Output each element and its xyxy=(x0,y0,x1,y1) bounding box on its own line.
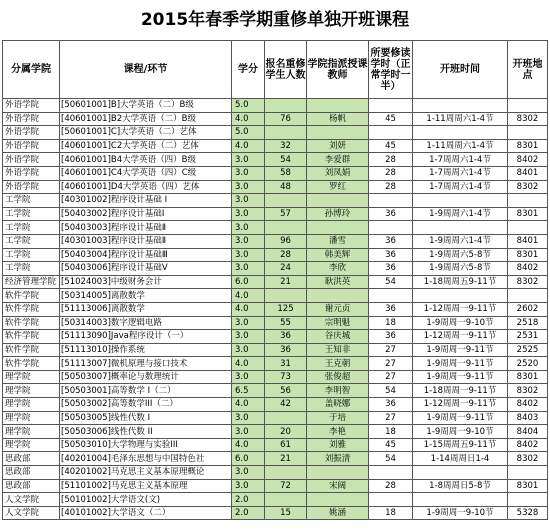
time-cell: 1-18周周五9-11节 xyxy=(413,275,508,289)
students-cell: 125 xyxy=(265,302,307,316)
hours-cell: 36 xyxy=(369,330,413,344)
teacher-cell: 谷庆城 xyxy=(307,330,369,344)
credit-cell: 3.0 xyxy=(232,180,265,194)
students-cell: 42 xyxy=(265,398,307,412)
students-cell: 24 xyxy=(265,262,307,276)
course-cell: [50601001]C]大学英语（二）艺体 xyxy=(60,126,232,140)
hours-cell: 18 xyxy=(369,506,413,520)
hours-cell xyxy=(369,194,413,208)
time-cell: 1-11周周六1-4节 xyxy=(413,139,508,153)
place-cell: 8402 xyxy=(508,153,548,167)
place-cell: 8302 xyxy=(508,384,548,398)
page-title: 2015年春季学期重修单独开班课程 xyxy=(140,10,410,30)
table-row xyxy=(3,275,548,289)
course-cell: [40101002]大学语文（二） xyxy=(60,506,232,520)
course-cell: [51113010]操作系统 xyxy=(60,343,232,357)
credit-cell: 4.0 xyxy=(232,289,265,303)
time-cell: 1-11周周六1-4节 xyxy=(413,112,508,126)
students-cell: 72 xyxy=(265,479,307,493)
college-cell: 理学院 xyxy=(3,411,60,425)
place-cell: 8301 xyxy=(508,207,548,221)
time-cell: 1-14周周日1-4 xyxy=(413,452,508,466)
teacher-cell: 耿洪英 xyxy=(307,275,369,289)
course-cell: [50503001]高等数学 I（二） xyxy=(60,384,232,398)
credit-cell: 5.0 xyxy=(232,99,265,113)
table-row xyxy=(3,425,548,439)
table-row xyxy=(3,506,548,520)
time-cell: 1-9周周一9-11节 xyxy=(413,357,508,371)
hours-cell: 36 xyxy=(369,234,413,248)
table-row xyxy=(3,493,548,507)
credit-cell: 6.0 xyxy=(232,275,265,289)
hours-cell: 54 xyxy=(369,275,413,289)
college-cell: 软件学院 xyxy=(3,302,60,316)
hours-cell xyxy=(369,99,413,113)
credit-cell: 3.0 xyxy=(232,316,265,330)
course-cell: [50403006]程序设计基础V xyxy=(60,262,232,276)
course-cell: [50503007]概率论与数理统计 xyxy=(60,370,232,384)
hours-cell: 27 xyxy=(369,411,413,425)
credit-cell: 3.0 xyxy=(232,411,265,425)
place-cell: 2602 xyxy=(508,302,548,316)
college-cell: 软件学院 xyxy=(3,343,60,357)
students-cell: 61 xyxy=(265,438,307,452)
students-cell: 96 xyxy=(265,234,307,248)
table-row xyxy=(3,330,548,344)
time-cell: 1-9周周六5-8节 xyxy=(413,248,508,262)
place-cell xyxy=(508,126,548,140)
course-cell: [50314005]离散数学 xyxy=(60,289,232,303)
time-cell: 1-9周周一9-11节 xyxy=(413,343,508,357)
students-cell: 58 xyxy=(265,166,307,180)
place-cell: 8302 xyxy=(508,180,548,194)
students-cell: 21 xyxy=(265,452,307,466)
course-cell: [50503005]线性代数 I xyxy=(60,411,232,425)
table-row xyxy=(3,221,548,235)
students-cell: 73 xyxy=(265,370,307,384)
college-cell: 理学院 xyxy=(3,438,60,452)
course-cell: [50503010]大学物理与实验III xyxy=(60,438,232,452)
teacher-cell xyxy=(307,221,369,235)
credit-cell: 3.0 xyxy=(232,330,265,344)
hours-cell xyxy=(369,221,413,235)
teacher-cell: 孙博玲 xyxy=(307,207,369,221)
students-cell: 54 xyxy=(265,153,307,167)
students-cell: 76 xyxy=(265,112,307,126)
college-cell: 外语学院 xyxy=(3,153,60,167)
college-cell: 工学院 xyxy=(3,221,60,235)
time-cell: 1-9周周六1-4节 xyxy=(413,234,508,248)
teacher-cell: 李艳 xyxy=(307,425,369,439)
course-cell: [50101002]大学语文(文) xyxy=(60,493,232,507)
course-cell: [40301003]程序设计基础Ⅱ xyxy=(60,234,232,248)
credit-cell: 6.0 xyxy=(232,452,265,466)
time-cell: 1-9周周一9-11节 xyxy=(413,411,508,425)
students-cell: 20 xyxy=(265,425,307,439)
hours-cell: 28 xyxy=(369,180,413,194)
time-cell: 1-9周周一9-10节 xyxy=(413,506,508,520)
header-row xyxy=(3,41,548,99)
college-cell: 人文学院 xyxy=(3,506,60,520)
teacher-cell: 谢元贞 xyxy=(307,302,369,316)
header-college: 分属学院 xyxy=(3,41,60,99)
place-cell xyxy=(508,493,548,507)
students-cell: 57 xyxy=(265,207,307,221)
college-cell: 工学院 xyxy=(3,248,60,262)
college-cell: 软件学院 xyxy=(3,357,60,371)
students-cell: 36 xyxy=(265,343,307,357)
college-cell: 外语学院 xyxy=(3,126,60,140)
place-cell: 5328 xyxy=(508,506,548,520)
teacher-cell: 王知非 xyxy=(307,343,369,357)
hours-cell: 27 xyxy=(369,343,413,357)
course-table xyxy=(2,40,548,520)
credit-cell: 4.0 xyxy=(232,438,265,452)
students-cell: 36 xyxy=(265,330,307,344)
hours-cell xyxy=(369,126,413,140)
teacher-cell: 刘凤娟 xyxy=(307,166,369,180)
time-cell: 1-8周周日5-8节 xyxy=(413,479,508,493)
students-cell xyxy=(265,493,307,507)
place-cell: 8301 xyxy=(508,248,548,262)
students-cell: 21 xyxy=(265,275,307,289)
place-cell: 8401 xyxy=(508,234,548,248)
course-cell: [40601001]C2大学英语（二）艺体 xyxy=(60,139,232,153)
table-row xyxy=(3,180,548,194)
place-cell: 2531 xyxy=(508,330,548,344)
students-cell xyxy=(265,126,307,140)
college-cell: 人文学院 xyxy=(3,493,60,507)
credit-cell: 3.0 xyxy=(232,194,265,208)
table-row xyxy=(3,302,548,316)
time-cell xyxy=(413,194,508,208)
students-cell xyxy=(265,411,307,425)
hours-cell: 45 xyxy=(369,112,413,126)
hours-cell: 27 xyxy=(369,370,413,384)
table-row xyxy=(3,316,548,330)
time-cell: 1-15周周五9-11节 xyxy=(413,438,508,452)
hours-cell: 36 xyxy=(369,248,413,262)
credit-cell: 3.0 xyxy=(232,466,265,480)
college-cell: 理学院 xyxy=(3,425,60,439)
credit-cell: 5.0 xyxy=(232,126,265,140)
table-row xyxy=(3,194,548,208)
hours-cell: 27 xyxy=(369,357,413,371)
time-cell: 1-9周周六5-8节 xyxy=(413,262,508,276)
college-cell: 外语学院 xyxy=(3,180,60,194)
course-cell: [51113007]微机原理与接口技术 xyxy=(60,357,232,371)
credit-cell: 4.0 xyxy=(232,302,265,316)
time-cell xyxy=(413,466,508,480)
table-row xyxy=(3,438,548,452)
credit-cell: 4.0 xyxy=(232,357,265,371)
course-cell: [51024003]中级财务会计 xyxy=(60,275,232,289)
hours-cell xyxy=(369,466,413,480)
teacher-cell: 宗明魁 xyxy=(307,316,369,330)
credit-cell: 4.0 xyxy=(232,398,265,412)
college-cell: 思政部 xyxy=(3,466,60,480)
place-cell xyxy=(508,289,548,303)
course-cell: [50314003]数字逻辑电路 xyxy=(60,316,232,330)
credit-cell: 3.0 xyxy=(232,248,265,262)
teacher-cell: 李明智 xyxy=(307,384,369,398)
credit-cell: 3.0 xyxy=(232,479,265,493)
students-cell xyxy=(265,221,307,235)
header-students: 报名重修学生人数 xyxy=(265,41,307,99)
place-cell xyxy=(508,221,548,235)
table-row xyxy=(3,248,548,262)
table-row xyxy=(3,234,548,248)
time-cell: 1-7周周六1-4节 xyxy=(413,166,508,180)
table-body xyxy=(3,99,548,520)
time-cell: 1-9周周一9-10节 xyxy=(413,425,508,439)
hours-cell: 36 xyxy=(369,302,413,316)
time-cell: 1-12周周一9-11节 xyxy=(413,330,508,344)
students-cell xyxy=(265,194,307,208)
table-row xyxy=(3,466,548,480)
place-cell: 8301 xyxy=(508,479,548,493)
students-cell: 28 xyxy=(265,248,307,262)
header-teacher: 学院指派授课教师 xyxy=(307,41,369,99)
hours-cell: 18 xyxy=(369,425,413,439)
students-cell: 56 xyxy=(265,384,307,398)
credit-cell: 2.0 xyxy=(232,506,265,520)
teacher-cell xyxy=(307,289,369,303)
time-cell: 1-12周周一9-11节 xyxy=(413,302,508,316)
place-cell: 8302 xyxy=(508,452,548,466)
course-cell: [40601001]B4大学英语（四）B级 xyxy=(60,153,232,167)
time-cell: 1-9周周六1-4节 xyxy=(413,207,508,221)
course-cell: [40301002]程序设计基础 I xyxy=(60,194,232,208)
college-cell: 理学院 xyxy=(3,398,60,412)
credit-cell: 3.0 xyxy=(232,207,265,221)
teacher-cell: 杨帆 xyxy=(307,112,369,126)
place-cell: 8302 xyxy=(508,275,548,289)
college-cell: 外语学院 xyxy=(3,99,60,113)
teacher-cell: 李爱群 xyxy=(307,153,369,167)
time-cell xyxy=(413,493,508,507)
teacher-cell: 王克朝 xyxy=(307,357,369,371)
college-cell: 外语学院 xyxy=(3,112,60,126)
header-time: 开班时间 xyxy=(413,41,508,99)
hours-cell: 36 xyxy=(369,207,413,221)
college-cell: 软件学院 xyxy=(3,289,60,303)
college-cell: 工学院 xyxy=(3,234,60,248)
hours-cell: 45 xyxy=(369,438,413,452)
time-cell xyxy=(413,289,508,303)
time-cell: 1-9周周一9-10节 xyxy=(413,316,508,330)
place-cell: 8402 xyxy=(508,398,548,412)
table-row xyxy=(3,99,548,113)
place-cell: 2520 xyxy=(508,357,548,371)
table-row xyxy=(3,452,548,466)
teacher-cell: 姚涵 xyxy=(307,506,369,520)
college-cell: 外语学院 xyxy=(3,139,60,153)
time-cell: 1-9周周一9-11节 xyxy=(413,370,508,384)
college-cell: 软件学院 xyxy=(3,330,60,344)
table-row xyxy=(3,139,548,153)
header-hours: 所要修读学时（正常学时一半） xyxy=(369,41,413,99)
time-cell xyxy=(413,221,508,235)
students-cell xyxy=(265,289,307,303)
table-row xyxy=(3,262,548,276)
college-cell: 理学院 xyxy=(3,370,60,384)
credit-cell: 3.0 xyxy=(232,262,265,276)
credit-cell: 6.5 xyxy=(232,384,265,398)
college-cell: 工学院 xyxy=(3,262,60,276)
hours-cell xyxy=(369,289,413,303)
credit-cell: 3.0 xyxy=(232,153,265,167)
course-cell: [40601001]D4大学英语（四）艺体 xyxy=(60,180,232,194)
college-cell: 工学院 xyxy=(3,194,60,208)
credit-cell: 3.0 xyxy=(232,166,265,180)
teacher-cell: 潘雪 xyxy=(307,234,369,248)
course-cell: [50403002]程序设计基础I xyxy=(60,207,232,221)
teacher-cell: 刘妍 xyxy=(307,139,369,153)
course-cell: [50403004]程序设计基础Ⅲ xyxy=(60,248,232,262)
college-cell: 软件学院 xyxy=(3,316,60,330)
teacher-cell: 刘振清 xyxy=(307,452,369,466)
teacher-cell: 罗红 xyxy=(307,180,369,194)
course-cell: [51113090]Java程序设计（一） xyxy=(60,330,232,344)
place-cell xyxy=(508,99,548,113)
college-cell: 思政部 xyxy=(3,479,60,493)
hours-cell: 54 xyxy=(369,384,413,398)
course-cell: [51113006]离散数学 xyxy=(60,302,232,316)
teacher-cell: 于培 xyxy=(307,411,369,425)
table-row xyxy=(3,398,548,412)
college-cell: 理学院 xyxy=(3,384,60,398)
table-row xyxy=(3,126,548,140)
course-cell: [40201002]马克思主义基本原理概论 xyxy=(60,466,232,480)
teacher-cell: 宋阔 xyxy=(307,479,369,493)
credit-cell: 2.0 xyxy=(232,493,265,507)
credit-cell: 3.0 xyxy=(232,370,265,384)
table-row xyxy=(3,166,548,180)
teacher-cell: 张俊超 xyxy=(307,370,369,384)
course-cell: [51101002]马克思主义基本原理 xyxy=(60,479,232,493)
place-cell: 2518 xyxy=(508,316,548,330)
time-cell xyxy=(413,126,508,140)
credit-cell: 4.0 xyxy=(232,139,265,153)
header-credit: 学分 xyxy=(232,41,265,99)
place-cell: 8401 xyxy=(508,166,548,180)
hours-cell: 28 xyxy=(369,479,413,493)
table-row xyxy=(3,112,548,126)
credit-cell: 3.0 xyxy=(232,221,265,235)
table-row xyxy=(3,289,548,303)
students-cell: 55 xyxy=(265,316,307,330)
place-cell: 8402 xyxy=(508,262,548,276)
credit-cell: 4.0 xyxy=(232,112,265,126)
teacher-cell xyxy=(307,99,369,113)
students-cell: 15 xyxy=(265,506,307,520)
students-cell xyxy=(265,99,307,113)
table-row xyxy=(3,207,548,221)
course-cell: [50403003]程序设计基础Ⅱ xyxy=(60,221,232,235)
place-cell: 8402 xyxy=(508,438,548,452)
teacher-cell: 韩美辉 xyxy=(307,248,369,262)
header-place: 开班地点 xyxy=(508,41,548,99)
course-cell: [50601001]B]大学英语（二）B级 xyxy=(60,99,232,113)
place-cell xyxy=(508,466,548,480)
credit-cell: 3.0 xyxy=(232,234,265,248)
table-row xyxy=(3,411,548,425)
students-cell: 32 xyxy=(265,139,307,153)
hours-cell: 36 xyxy=(369,262,413,276)
teacher-cell xyxy=(307,466,369,480)
hours-cell: 54 xyxy=(369,452,413,466)
hours-cell: 28 xyxy=(369,166,413,180)
course-cell: [50503006]线性代数 II xyxy=(60,425,232,439)
time-cell: 1-12周周一9-11节 xyxy=(413,398,508,412)
table-row xyxy=(3,357,548,371)
credit-cell: 3.0 xyxy=(232,425,265,439)
place-cell: 8403 xyxy=(508,411,548,425)
table-row xyxy=(3,384,548,398)
hours-cell: 45 xyxy=(369,139,413,153)
course-cell: [50503002]高等数学III（二） xyxy=(60,398,232,412)
teacher-cell: 盖晓娜 xyxy=(307,398,369,412)
students-cell: 48 xyxy=(265,180,307,194)
table-row xyxy=(3,370,548,384)
table-row xyxy=(3,153,548,167)
college-cell: 工学院 xyxy=(3,207,60,221)
teacher-cell xyxy=(307,194,369,208)
header-course: 课程/环节 xyxy=(60,41,232,99)
students-cell: 31 xyxy=(265,357,307,371)
college-cell: 思政部 xyxy=(3,452,60,466)
course-cell: [40601001]C4大学英语（四）C级 xyxy=(60,166,232,180)
table-row xyxy=(3,343,548,357)
hours-cell: 18 xyxy=(369,316,413,330)
course-cell: [40601001]B2大学英语（二）B级 xyxy=(60,112,232,126)
teacher-cell xyxy=(307,493,369,507)
teacher-cell xyxy=(307,126,369,140)
hours-cell xyxy=(369,493,413,507)
time-cell: 1-18周周一9-11节 xyxy=(413,384,508,398)
place-cell: 8301 xyxy=(508,370,548,384)
time-cell: 1-7周周六1-4节 xyxy=(413,153,508,167)
time-cell: 1-7周周六1-4节 xyxy=(413,180,508,194)
college-cell: 经济管理学院 xyxy=(3,275,60,289)
teacher-cell: 刘雅 xyxy=(307,438,369,452)
teacher-cell: 李欣 xyxy=(307,262,369,276)
place-cell xyxy=(508,194,548,208)
time-cell xyxy=(413,99,508,113)
place-cell: 8301 xyxy=(508,139,548,153)
hours-cell: 28 xyxy=(369,153,413,167)
place-cell: 2525 xyxy=(508,343,548,357)
place-cell: 8302 xyxy=(508,112,548,126)
hours-cell: 36 xyxy=(369,398,413,412)
college-cell: 外语学院 xyxy=(3,166,60,180)
table-row xyxy=(3,479,548,493)
course-cell: [40201004]毛泽东思想与中国特色社 xyxy=(60,452,232,466)
credit-cell: 3.0 xyxy=(232,343,265,357)
place-cell: 8404 xyxy=(508,425,548,439)
students-cell xyxy=(265,466,307,480)
